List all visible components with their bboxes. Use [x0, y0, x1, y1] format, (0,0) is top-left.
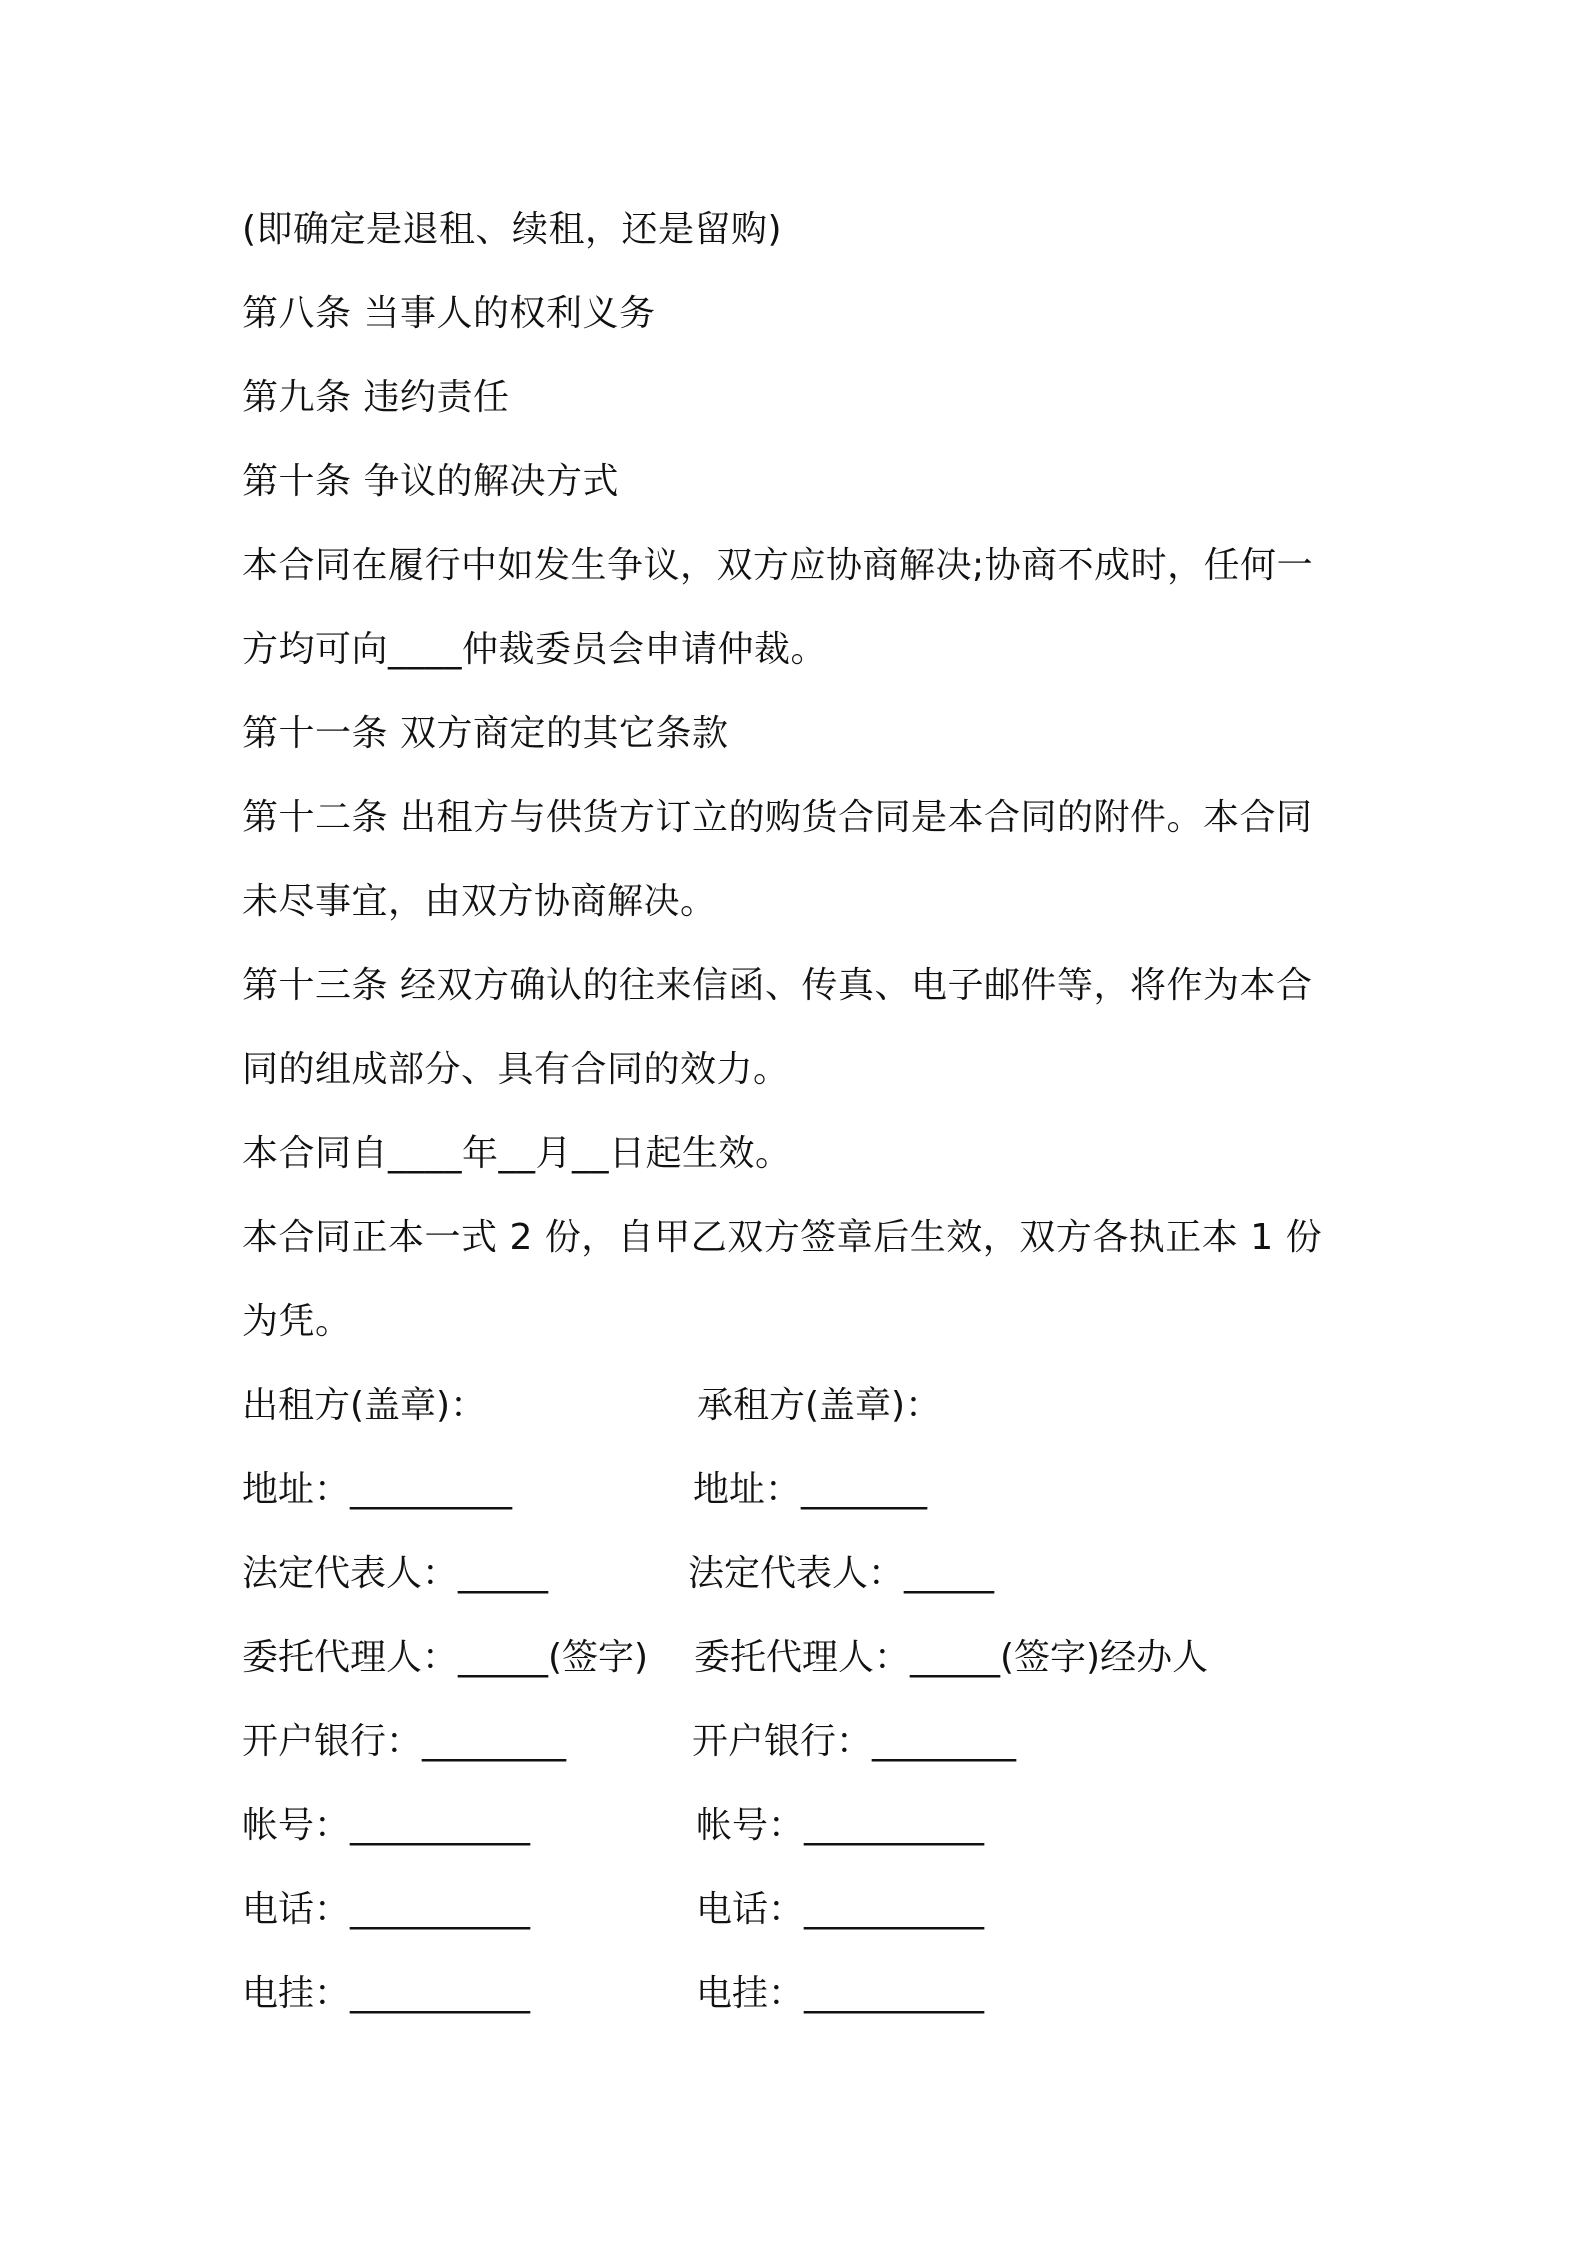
text-line: (即确定是退租、续租，还是留购): [242, 209, 783, 250]
article-8-heading: 第八条 当事人的权利义务: [242, 293, 656, 334]
lessor-legal-rep-field: 法定代表人：_____: [242, 1553, 549, 1594]
lessor-bank-field: 开户银行：________: [242, 1721, 567, 1762]
lessee-address-field: 地址：_______: [693, 1469, 928, 1510]
lessee-bank-field: 开户银行：________: [692, 1721, 1017, 1762]
lessor-cable-field: 电挂：__________: [242, 1973, 531, 2014]
text-line: 本合同正本一式 2 份，自甲乙双方签章后生效，双方各执正本 1 份: [242, 1217, 1323, 1258]
signature-row-phone: [242, 1886, 1342, 1934]
signature-row-bank: [242, 1718, 1342, 1766]
lessor-account-field: 帐号：__________: [242, 1805, 531, 1846]
article-9-heading: 第九条 违约责任: [242, 377, 510, 418]
lessee-legal-rep-field: 法定代表人：_____: [688, 1553, 995, 1594]
text-line: 同的组成部分、具有合同的效力。: [242, 1049, 790, 1090]
lessor-phone-field: 电话：__________: [242, 1889, 531, 1930]
text-line: 本合同在履行中如发生争议，双方应协商解决;协商不成时，任何一: [242, 545, 1314, 586]
effective-date-line: 本合同自____年__月__日起生效。: [242, 1133, 792, 1174]
lessee-agent-field: 委托代理人：_____(签字)经办人: [694, 1637, 1209, 1678]
lessee-seal-label: 承租方(盖章)：: [697, 1385, 942, 1426]
lessee-phone-field: 电话：__________: [696, 1889, 985, 1930]
text-line: 为凭。: [242, 1301, 352, 1342]
signature-row-cable: [242, 1970, 1342, 2018]
lessor-agent-field: 委托代理人：_____(签字): [242, 1637, 649, 1678]
lessee-cable-field: 电挂：__________: [696, 1973, 985, 2014]
text-line: 方均可向____仲裁委员会申请仲裁。: [242, 629, 828, 670]
signature-row-account: [242, 1802, 1342, 1850]
lessor-address-field: 地址：_________: [242, 1469, 513, 1510]
article-13-heading: 第十三条 经双方确认的往来信函、传真、电子邮件等，将作为本合: [242, 965, 1313, 1006]
article-11-heading: 第十一条 双方商定的其它条款: [242, 713, 729, 754]
signature-row-agent: [242, 1634, 1342, 1682]
lessor-seal-label: 出租方(盖章)：: [242, 1385, 487, 1426]
article-10-heading: 第十条 争议的解决方式: [242, 461, 619, 502]
lessee-account-field: 帐号：__________: [696, 1805, 985, 1846]
signature-row-legal-rep: [242, 1550, 1342, 1598]
text-line: 未尽事宜，由双方协商解决。: [242, 881, 717, 922]
signature-row-address: [242, 1466, 1342, 1514]
signature-row-seal: [242, 1382, 1342, 1430]
article-12-heading: 第十二条 出租方与供货方订立的购货合同是本合同的附件。本合同: [242, 797, 1313, 838]
